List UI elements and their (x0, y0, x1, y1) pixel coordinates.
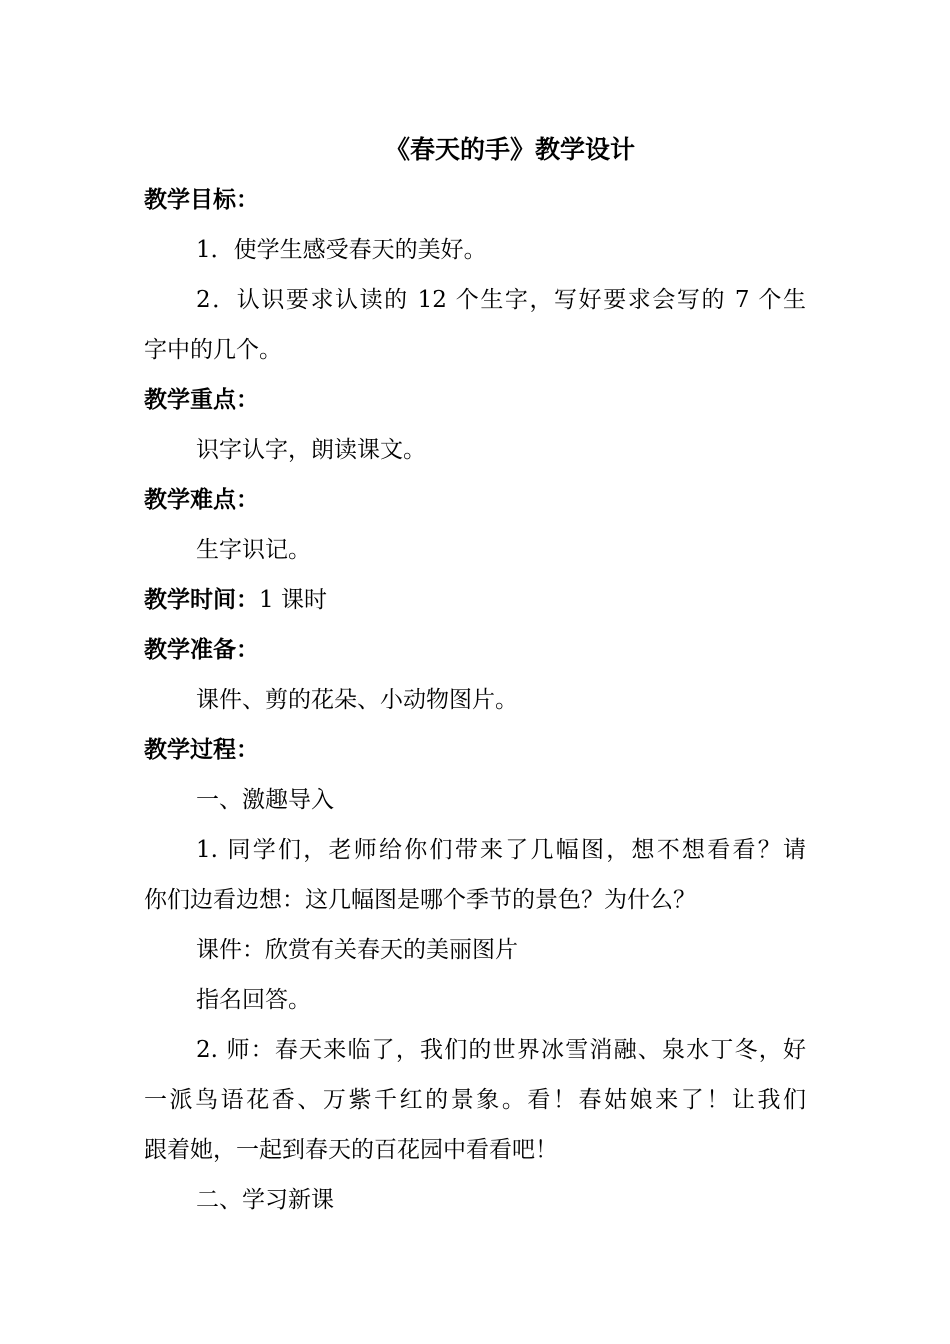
objective-2-line-1: 2．认识要求认读的 12 个生字，写好要求会写的 7 个生 (196, 287, 806, 313)
time-line (144, 575, 806, 625)
section-1-heading: 一、激趣导入 (196, 787, 334, 813)
step-2-line-2: 一派鸟语花香、万紫千红的景象。看！春姑娘来了！让我们 (144, 1087, 806, 1113)
key-points-heading: 教学重点： (144, 387, 259, 413)
objective-1: 1．使学生感受春天的美好。 (196, 237, 487, 263)
step-1-line-1: 1. 同学们，老师给你们带来了几幅图，想不想看看？请 (196, 837, 806, 863)
step-2-line-3: 跟着她，一起到春天的百花园中看看吧！ (144, 1137, 558, 1163)
process-heading: 教学过程： (144, 737, 259, 763)
section-2-heading: 二、学习新课 (196, 1187, 334, 1213)
difficulties-heading: 教学难点： (144, 487, 259, 513)
preparation-text: 课件、剪的花朵、小动物图片。 (196, 687, 518, 713)
objective-2-line-2: 字中的几个。 (144, 337, 282, 363)
objectives-heading: 教学目标： (144, 187, 259, 213)
difficulties-text: 生字识记。 (196, 537, 311, 563)
courseware-text: 课件：欣赏有关春天的美丽图片 (196, 937, 518, 963)
time-heading: 教学时间： (144, 587, 259, 613)
document-title: 《春天的手》教学设计 (384, 135, 635, 164)
step-2-line-1: 2. 师：春天来临了，我们的世界冰雪消融、泉水丁冬，好 (196, 1037, 806, 1063)
time-value: 1 课时 (259, 587, 327, 613)
step-1-line-2: 你们边看边想：这几幅图是哪个季节的景色？为什么？ (144, 887, 696, 913)
preparation-heading: 教学准备： (144, 637, 259, 663)
document-page (144, 125, 806, 1225)
key-points-text: 识字认字，朗读课文。 (196, 437, 426, 463)
answer-text: 指名回答。 (196, 987, 311, 1013)
